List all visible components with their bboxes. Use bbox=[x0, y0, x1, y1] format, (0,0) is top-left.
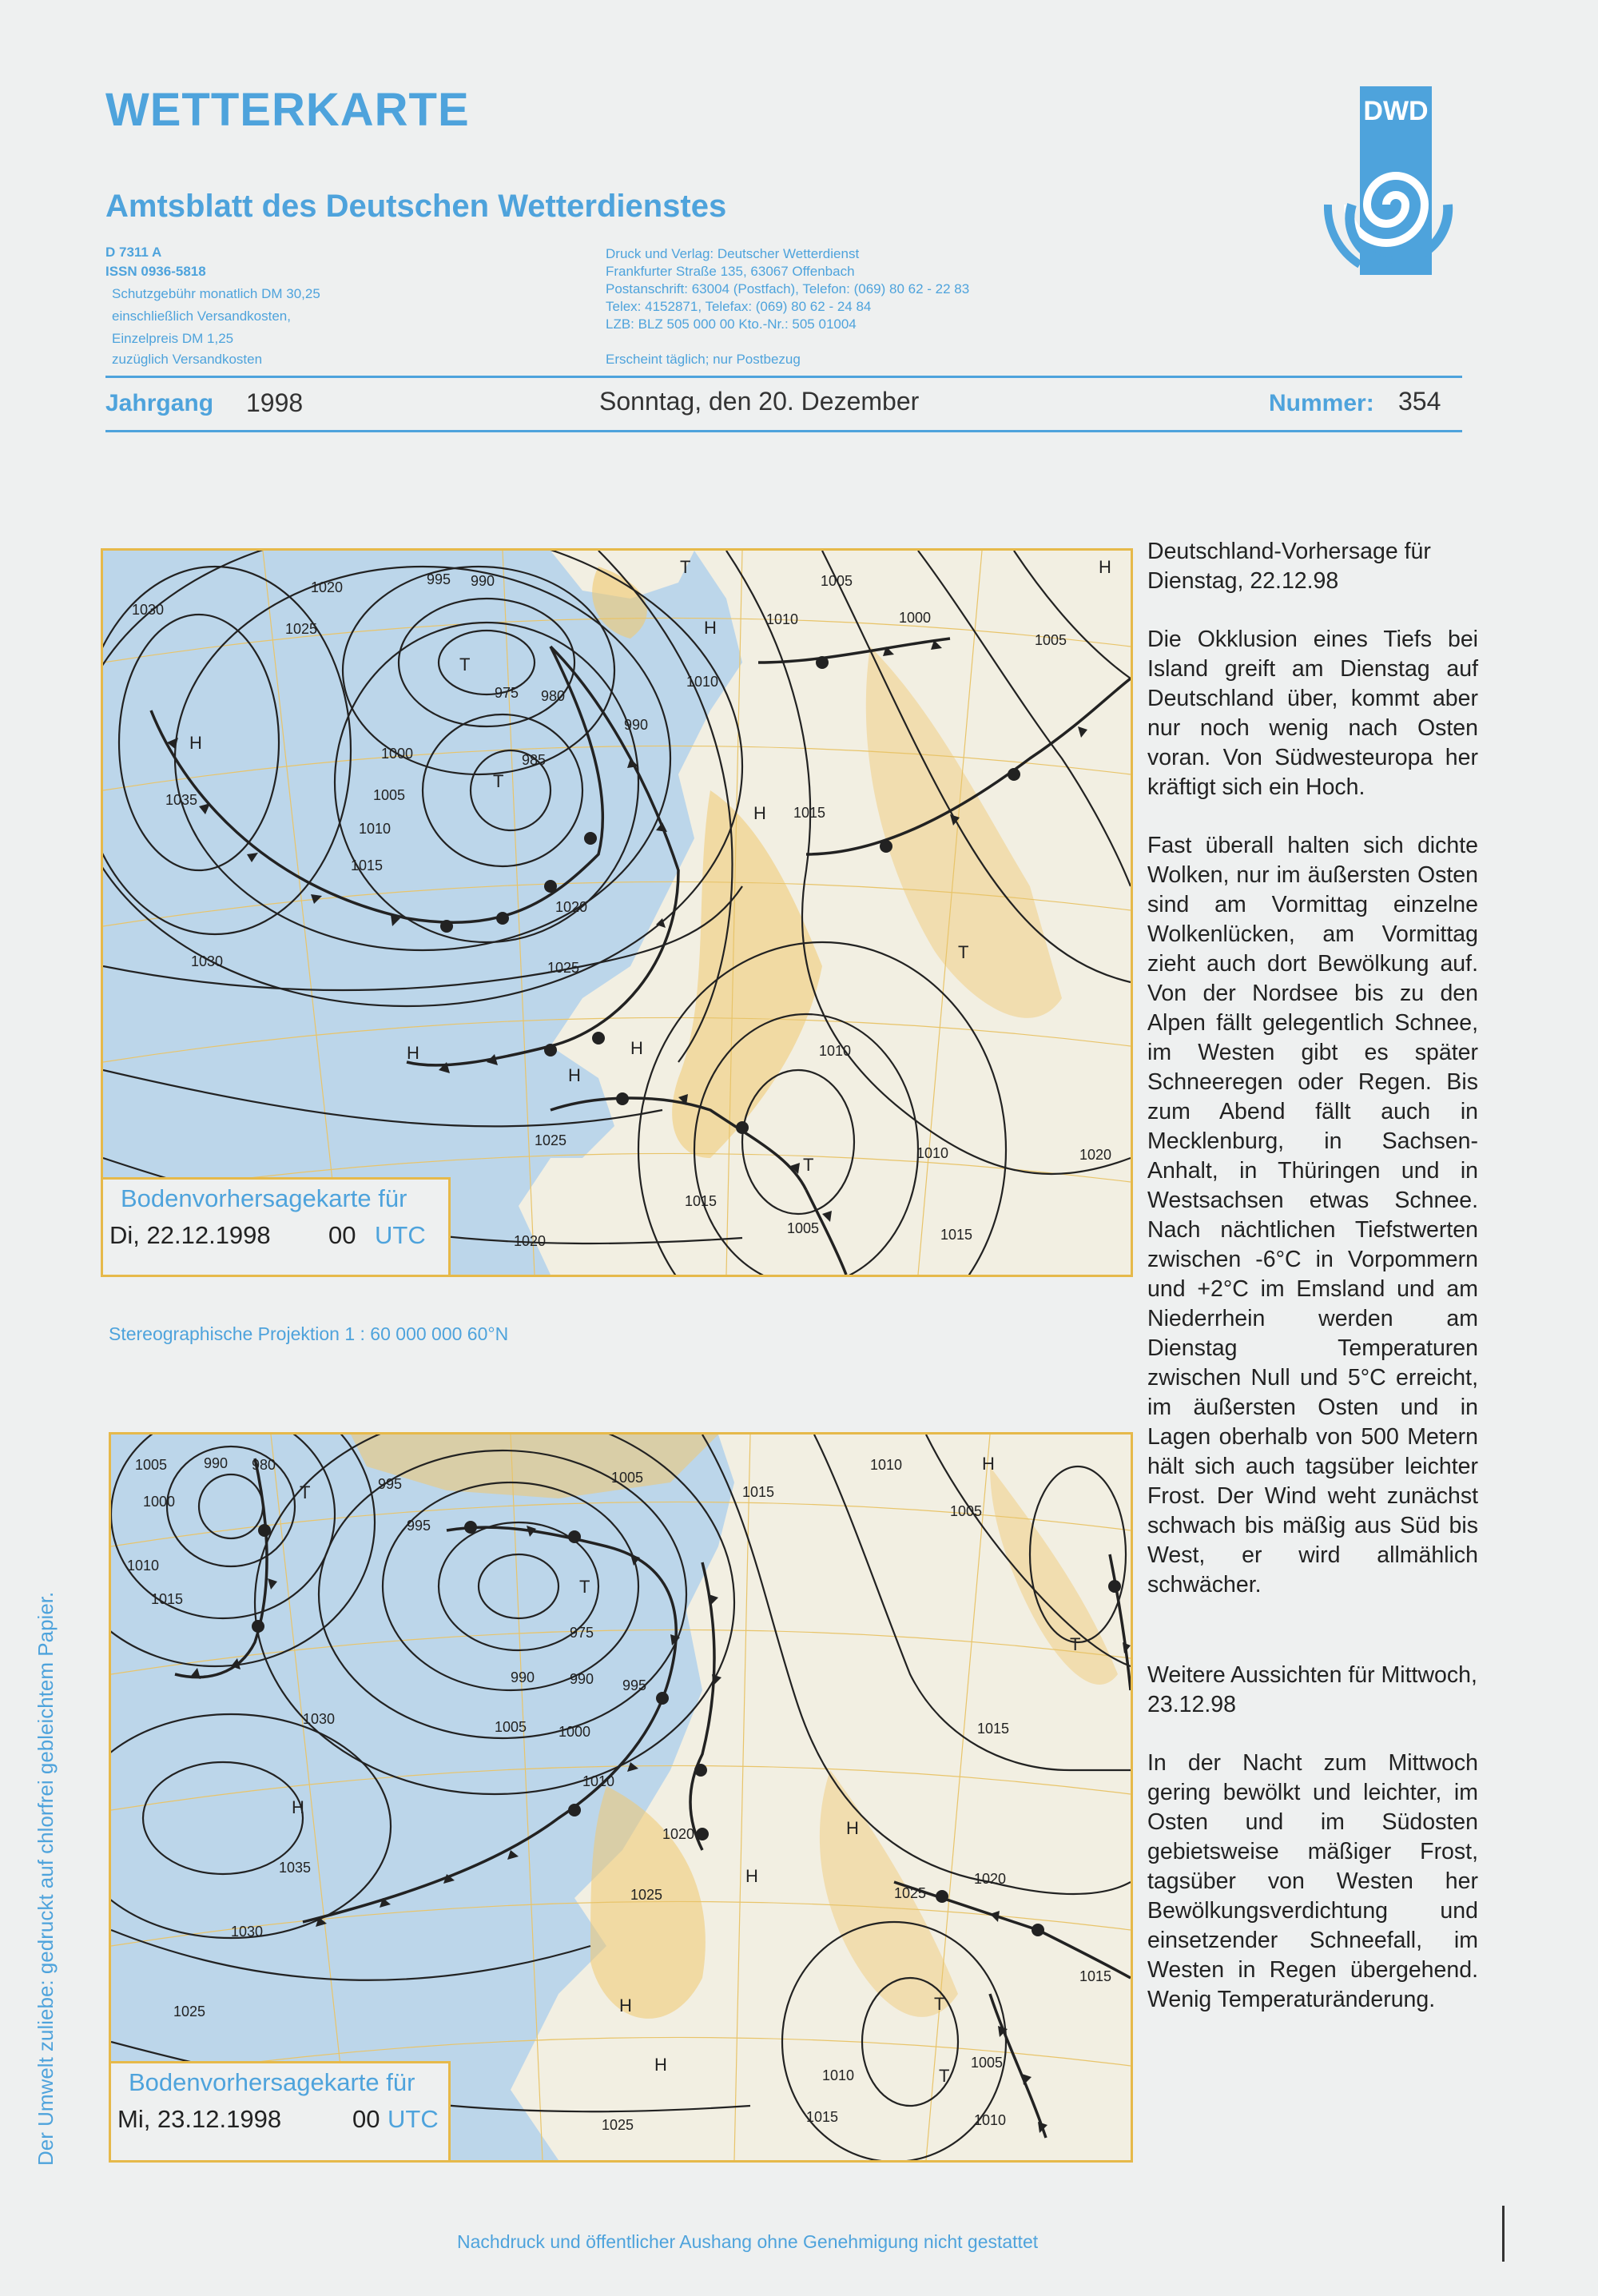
isobar-label: 1005 bbox=[821, 573, 853, 589]
publisher-line-5: LZB: BLZ 505 000 00 Kto.-Nr.: 505 01004 bbox=[606, 316, 857, 332]
header-rule-top bbox=[105, 376, 1462, 378]
isobar-label: 1010 bbox=[916, 1145, 949, 1161]
map-2-caption-title: Bodenvorhersagekarte für bbox=[129, 2068, 415, 2096]
isobar-label: 1020 bbox=[514, 1233, 547, 1249]
publisher-line-4: Telex: 4152871, Telefax: (069) 80 62 - 24 84 bbox=[606, 299, 872, 314]
map-1-date: Di, 22.12.1998 bbox=[109, 1221, 271, 1249]
recycled-paper-note: Der Umwelt zuliebe: gedruckt auf chlorfrei gebleichtem Papier. bbox=[34, 1591, 58, 2166]
issue-code: D 7311 A bbox=[105, 245, 162, 260]
isobar-label: 1005 bbox=[971, 2055, 1004, 2071]
isobar-label: 1025 bbox=[535, 1132, 567, 1148]
isobar-label: 1015 bbox=[940, 1227, 973, 1243]
pressure-center: H bbox=[407, 1043, 419, 1063]
isobar-label: 1015 bbox=[1079, 1968, 1112, 1984]
pressure-center: H bbox=[654, 2055, 667, 2075]
isobar-label: 1005 bbox=[135, 1457, 168, 1473]
outlook-heading: Weitere Aussichten für Mittwoch, 23.12.98 bbox=[1147, 1662, 1477, 1717]
isobar-label: 1030 bbox=[191, 953, 224, 969]
isobar-label: 1010 bbox=[870, 1457, 903, 1473]
pressure-center: T bbox=[579, 1577, 590, 1597]
map-1-graphic bbox=[103, 551, 1131, 1275]
isobar-label: 990 bbox=[570, 1671, 594, 1687]
publisher-line-1: Druck und Verlag: Deutscher Wetterdienst bbox=[606, 246, 860, 261]
isobar-label: 1025 bbox=[894, 1885, 927, 1901]
pressure-center: H bbox=[982, 1454, 995, 1474]
pressure-center: T bbox=[934, 1994, 945, 2014]
isobar-label: 1005 bbox=[611, 1470, 644, 1486]
isobar-label: 1010 bbox=[686, 674, 719, 690]
isobar-label: 1005 bbox=[950, 1503, 983, 1519]
price-line-1: Schutzgebühr monatlich DM 30,25 bbox=[112, 286, 320, 301]
publisher-line-3: Postanschrift: 63004 (Postfach), Telefon: (069) 80 62 - 22 83 bbox=[606, 281, 970, 296]
pressure-center: T bbox=[803, 1155, 814, 1175]
map-2-hour: 00 bbox=[352, 2105, 380, 2133]
isobar-label: 1010 bbox=[359, 821, 392, 837]
nummer-label: Nummer: bbox=[1269, 390, 1374, 416]
pressure-center: H bbox=[704, 618, 717, 638]
pressure-center: H bbox=[292, 1797, 304, 1817]
pressure-center: H bbox=[189, 733, 202, 753]
projection-note: Stereographische Projektion 1 : 60 000 000 60°N bbox=[109, 1323, 509, 1344]
price-line-4: zuzüglich Versandkosten bbox=[112, 352, 263, 367]
isobar-label: 990 bbox=[511, 1669, 535, 1685]
isobar-label: 1010 bbox=[582, 1773, 615, 1789]
pressure-center: T bbox=[958, 942, 969, 962]
pressure-center: H bbox=[568, 1065, 581, 1085]
corner-mark bbox=[1502, 2206, 1505, 2262]
map-2-caption bbox=[109, 2061, 451, 2163]
isobar-label: 980 bbox=[252, 1457, 276, 1473]
isobar-label: 1010 bbox=[127, 1558, 160, 1574]
isobar-label: 1020 bbox=[555, 899, 588, 915]
nummer-value: 354 bbox=[1398, 387, 1441, 416]
isobar-label: 1000 bbox=[899, 610, 932, 626]
pressure-center: T bbox=[300, 1482, 311, 1502]
jahrgang-label: Jahrgang bbox=[105, 390, 214, 416]
publisher-line-2: Frankfurter Straße 135, 63067 Offenbach bbox=[606, 264, 855, 279]
isobar-label: 980 bbox=[541, 688, 566, 704]
page-title: WETTERKARTE bbox=[105, 84, 470, 136]
isobar-label: 990 bbox=[471, 573, 495, 589]
isobar-label: 990 bbox=[624, 717, 649, 733]
forecast-paragraph-1: Die Okklusion eines Tiefs bei Island greift am Dienstag auf Deutschland über, kommt aber nur noch wenig nach Osten voran. Von Südwesteuropa her kräftigt sich ein Hoch. bbox=[1147, 627, 1478, 800]
jahrgang-value: 1998 bbox=[246, 388, 304, 417]
forecast-text bbox=[1147, 537, 1478, 2043]
pressure-center: T bbox=[459, 655, 471, 674]
isobar-label: 995 bbox=[378, 1476, 403, 1492]
isobar-label: 995 bbox=[427, 571, 451, 587]
forecast-map-2 bbox=[109, 1432, 1133, 2163]
svg-text:DWD: DWD bbox=[1363, 96, 1429, 126]
isobar-label: 1025 bbox=[547, 960, 580, 976]
isobar-label: 1025 bbox=[173, 2004, 206, 2019]
isobar-label: 975 bbox=[570, 1625, 594, 1641]
map-2-utc: UTC bbox=[388, 2105, 439, 2133]
isobar-label: 1015 bbox=[351, 858, 384, 873]
isobar-label: 1000 bbox=[143, 1494, 176, 1510]
page-subtitle: Amtsblatt des Deutschen Wetterdienstes bbox=[105, 189, 727, 224]
pressure-center: H bbox=[753, 803, 766, 823]
map-2-date: Mi, 23.12.1998 bbox=[117, 2105, 282, 2133]
isobar-label: 1010 bbox=[819, 1043, 852, 1059]
pressure-center: T bbox=[680, 557, 691, 577]
isobar-label: 1020 bbox=[662, 1826, 695, 1842]
isobar-label: 1010 bbox=[766, 611, 799, 627]
isobar-label: 1025 bbox=[285, 621, 318, 637]
isobar-label: 990 bbox=[204, 1455, 229, 1471]
forecast-heading: Deutschland-Vorhersage für Dienstag, 22.12.98 bbox=[1147, 539, 1431, 594]
isobar-label: 1030 bbox=[132, 602, 165, 618]
price-line-3: Einzelpreis DM 1,25 bbox=[112, 331, 234, 346]
isobar-label: 1025 bbox=[630, 1887, 663, 1903]
pressure-center: H bbox=[630, 1038, 643, 1058]
footer-note: Nachdruck und öffentlicher Aushang ohne Genehmigung nicht gestattet bbox=[457, 2231, 1039, 2252]
isobar-label: 1015 bbox=[742, 1484, 775, 1500]
map-1-caption bbox=[101, 1177, 451, 1277]
pressure-center: H bbox=[619, 1996, 632, 2015]
forecast-paragraph-2: Fast überall halten sich dichte Wolken, nur im äußersten Osten sind am Vormittag einzelne Wolkenlücken, am Vormittag zieht auch dort Bewölkung auf. Von der Nordsee bis zu den Alpen fällt gelegentlich Schnee, im Westen gibt es später Schneeregen oder Regen. Bis zum Abend fällt auch in Mecklenburg, in Sachsen-Anhalt, in Thüringen und in Westsachsen etwas Schnee. Nach nächtlichen Tiefstwerten zwischen -6°C in Vorpommern und +2°C im Emsland und am Niederrhein werden am Dienstag Temperaturen zwischen Null und 5°C erreicht, im äußersten Osten und in Lagen oberhalb von 500 Metern hält sich auch tagsüber leichter Frost. Der Wind weht zunächst schwach bis mäßig aus Süd bis West, er wird allmählich schwächer. bbox=[1147, 833, 1478, 1598]
header-rule-bottom bbox=[105, 430, 1462, 432]
isobar-label: 1010 bbox=[822, 2067, 855, 2083]
pressure-center: T bbox=[1070, 1634, 1081, 1654]
isobar-label: 1015 bbox=[806, 2109, 839, 2125]
isobar-label: 1025 bbox=[602, 2117, 634, 2133]
isobar-label: 1000 bbox=[559, 1724, 591, 1740]
isobar-label: 1020 bbox=[1079, 1147, 1112, 1163]
isobar-label: 985 bbox=[522, 752, 547, 768]
price-line-2: einschließlich Versandkosten, bbox=[112, 308, 291, 324]
issue-date: Sonntag, den 20. Dezember bbox=[599, 387, 920, 416]
isobar-label: 1035 bbox=[279, 1860, 312, 1876]
isobar-label: 1015 bbox=[685, 1193, 718, 1209]
pressure-center: H bbox=[846, 1818, 859, 1838]
pressure-center: H bbox=[1099, 557, 1111, 577]
isobar-label: 1015 bbox=[151, 1591, 184, 1607]
map-2-graphic bbox=[111, 1435, 1131, 2160]
issn: ISSN 0936-5818 bbox=[105, 264, 206, 279]
forecast-map-1 bbox=[101, 548, 1133, 1277]
isobar-label: 1010 bbox=[974, 2112, 1007, 2128]
isobar-label: 975 bbox=[495, 685, 519, 701]
outlook-paragraph: In der Nacht zum Mittwoch gering bewölkt und leichter, im Osten und im Südosten gebietsweise mäßiger Frost, tagsüber von Westen her Bewölkungsverdichtung und einsetzender Schneefall, im Westen in Regen übergehend. Wenig Temperaturänderung. bbox=[1147, 1750, 1478, 2012]
pressure-center: T bbox=[493, 771, 504, 791]
map-1-utc: UTC bbox=[375, 1221, 426, 1249]
isobar-label: 1035 bbox=[165, 792, 198, 808]
isobar-label: 1005 bbox=[373, 787, 406, 803]
isobar-label: 1005 bbox=[787, 1220, 820, 1236]
pressure-center: T bbox=[939, 2066, 950, 2086]
isobar-label: 1020 bbox=[974, 1871, 1007, 1887]
isobar-label: 1030 bbox=[303, 1711, 336, 1727]
isobar-label: 1005 bbox=[1035, 632, 1067, 648]
isobar-label: 1030 bbox=[231, 1924, 264, 1940]
isobar-label: 1020 bbox=[311, 579, 344, 595]
isobar-label: 995 bbox=[407, 1518, 431, 1534]
map-1-hour: 00 bbox=[328, 1221, 356, 1249]
isobar-label: 1015 bbox=[977, 1721, 1010, 1737]
map-1-caption-title: Bodenvorhersagekarte für bbox=[121, 1184, 407, 1212]
pressure-center: H bbox=[745, 1866, 758, 1886]
dwd-logo bbox=[1304, 85, 1464, 285]
isobar-label: 995 bbox=[622, 1677, 647, 1693]
isobar-label: 1000 bbox=[381, 746, 414, 762]
isobar-label: 1015 bbox=[793, 805, 826, 821]
frequency-note: Erscheint täglich; nur Postbezug bbox=[606, 352, 801, 367]
isobar-label: 1005 bbox=[495, 1719, 527, 1735]
